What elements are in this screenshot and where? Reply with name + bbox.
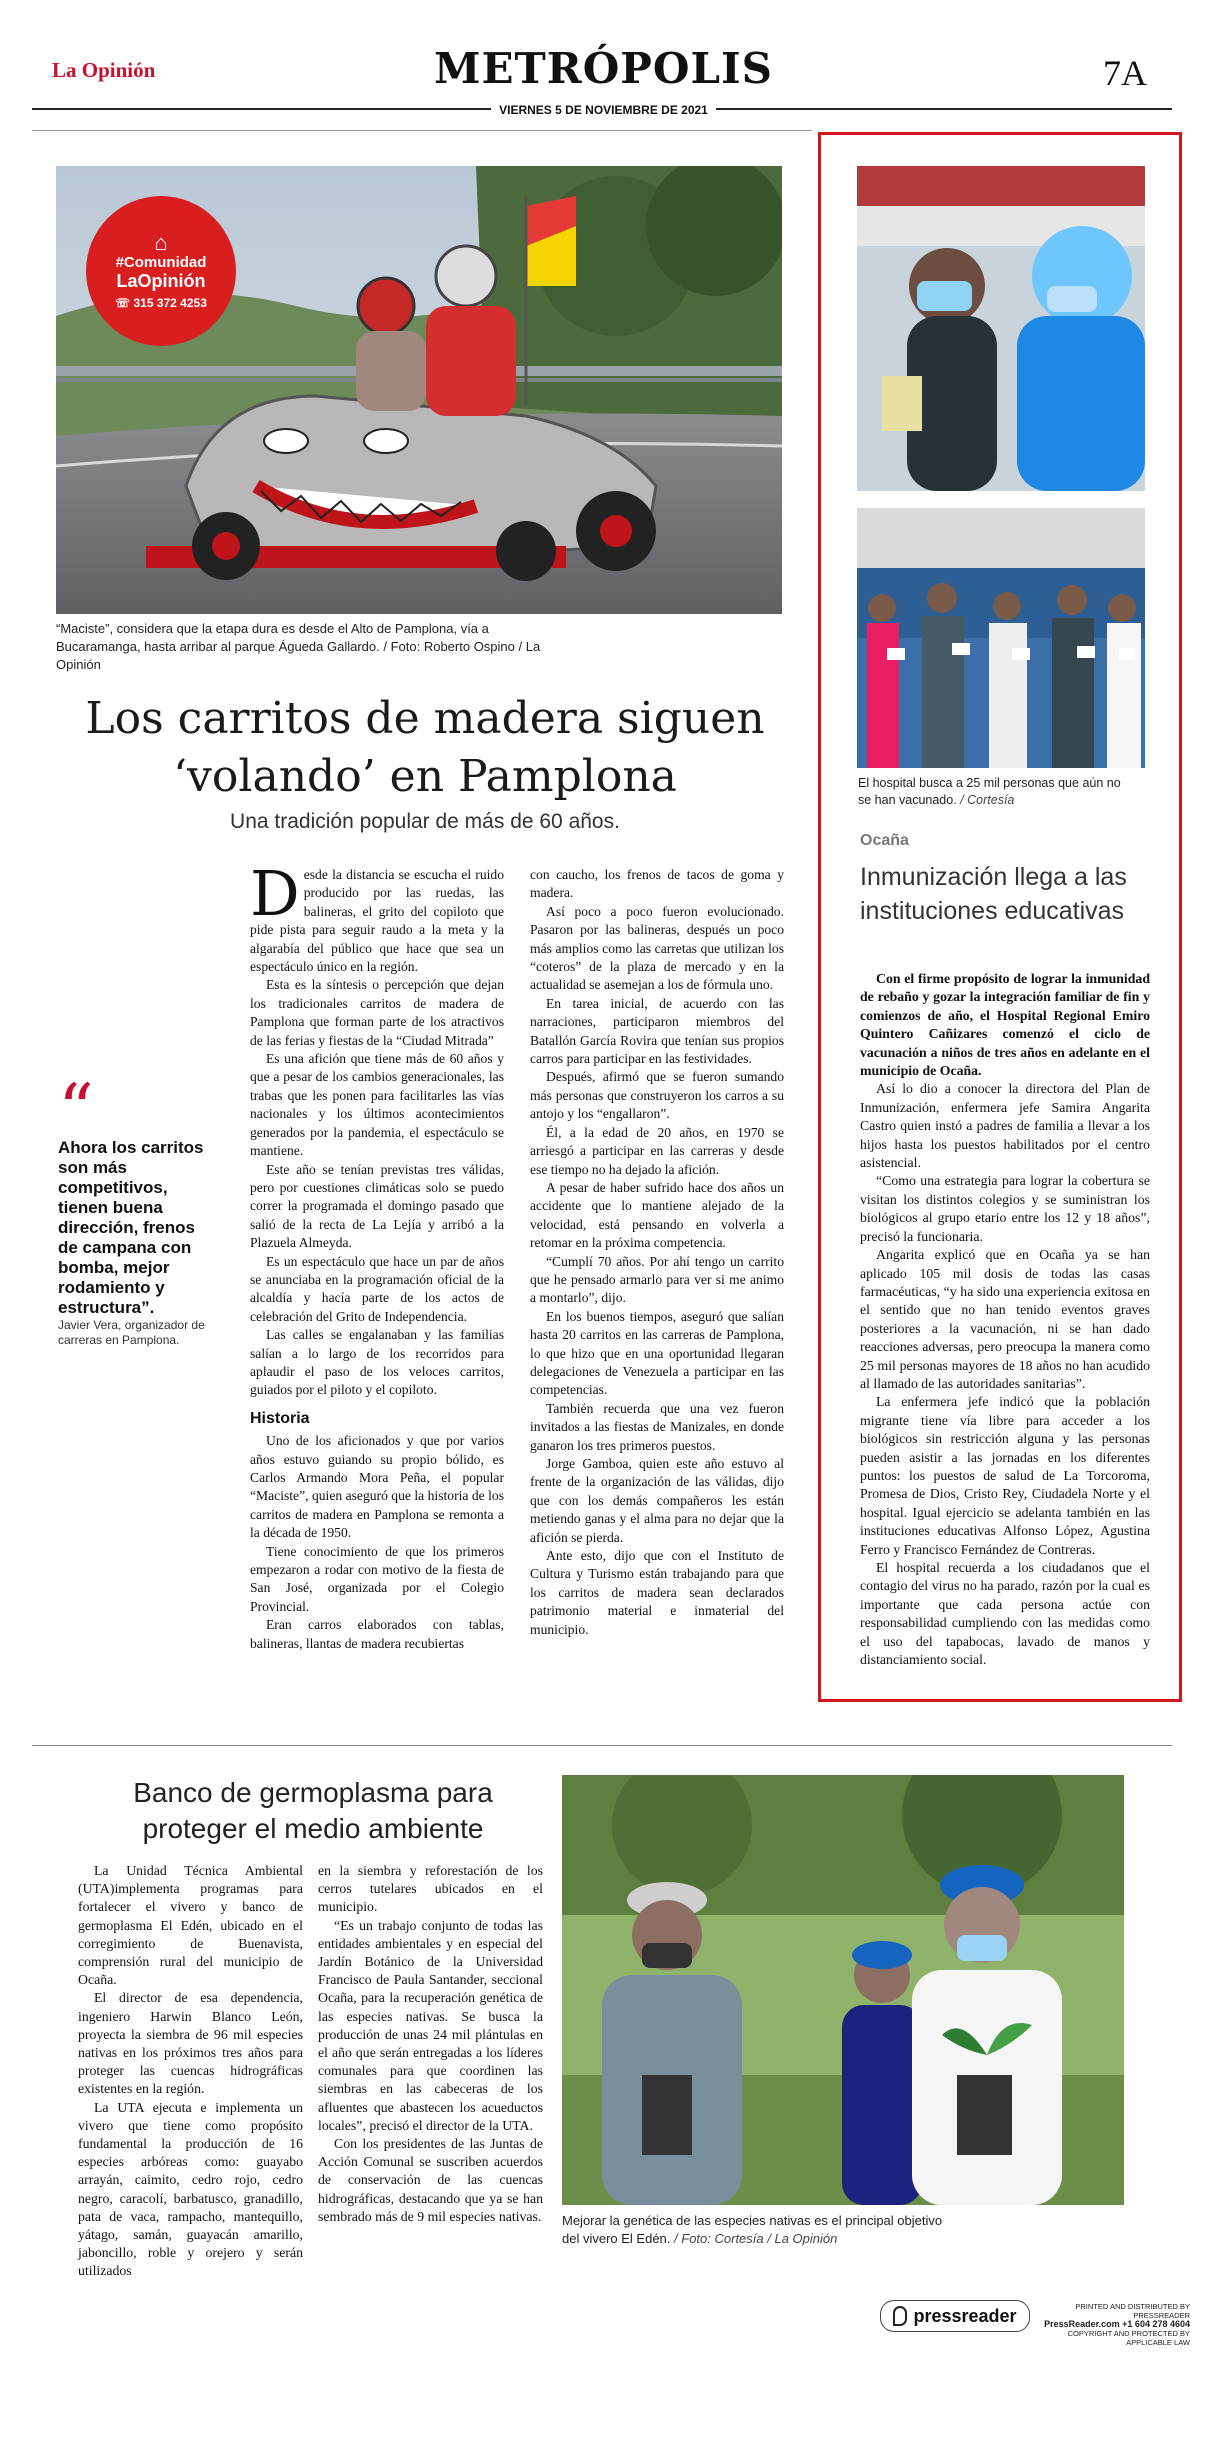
paragraph: “Cumplí 70 años. Por ahí tengo un carrito que he pensado armarlo para ver si me animo a montarlo”, dijo. <box>530 1253 784 1306</box>
paragraph: Así lo dio a conocer la directora del Plan de Inmunización, enfermera jefe Samira Angarita Castro quien instó a padres de familia a llevar a los hijos hasta los puestos habilitados por el centro asistencial. <box>860 1081 1150 1171</box>
paragraph: Es una afición que tiene más de 60 años y que a pesar de los cambios generacionales, las trabas que les ponen para facilitarles las vías nacionales y los últimos acontecimientos generados por la pandemia, el espectáculo se mantiene. <box>250 1051 504 1159</box>
bottom-article-column-1 <box>78 1862 303 2281</box>
paragraph: Eran carros elaborados con tablas, balineras, llantas de madera recubiertas <box>250 1617 504 1651</box>
footer-line3: COPYRIGHT AND PROTECTED BY APPLICABLE LAW <box>1067 2329 1190 2347</box>
paragraph: en la siembra y reforestación de los cerros tutelares ubicados en el municipio. <box>318 1863 543 1915</box>
paragraph: En los buenos tiempos, aseguró que salían hasta 20 carritos en las carreras de Pamplona, lo que hizo que en una oportunidad llegaran delegaciones de Venezuela a participar en las competencias. <box>530 1308 784 1398</box>
main-deck: Una tradición popular de más de 60 años. <box>230 810 620 833</box>
badge-line1: #Comunidad <box>115 254 207 271</box>
paragraph: También recuerda que una vez fueron invitados a las fiestas de Manizales, en donde ganaron los tres primeros puestos. <box>530 1400 784 1453</box>
vaccination-photo-1 <box>857 166 1145 491</box>
nursery-photo-caption <box>562 2212 962 2248</box>
sidebar-kicker: Ocaña <box>860 832 909 849</box>
main-article-column-2 <box>530 866 784 1639</box>
paragraph: “Es un trabajo conjunto de todas las entidades ambientales y en especial del Jardín Botánico de la Universidad Francisco de Paula Santander, seccional Ocaña, para la recuperación genética de las especies nativas. Se busca la producción de unas 24 mil plántulas en el año que serán entregadas a los líderes comunales para que coordinen las siembras en las cabeceras de los afluentes que abastecen los acueductos locales”, precisó el director de la UTA. <box>318 1917 543 2133</box>
bottom-section-rule <box>32 1745 1172 1746</box>
house-icon: ⌂ <box>154 230 168 255</box>
quote-mark-icon: “ <box>58 1069 94 1151</box>
pressreader-notice <box>1030 2302 1190 2347</box>
community-badge <box>86 196 236 346</box>
paragraph: Tiene conocimiento de que los primeros empezaron a rodar con motivo de la fiesta de San José, organizada por el Colegio Provincial. <box>250 1543 504 1614</box>
badge-phone <box>115 296 207 310</box>
vaccination-photo-2 <box>857 508 1145 768</box>
bottom-article-column-2 <box>318 1862 543 2226</box>
pressreader-logo-text: pressreader <box>913 2305 1017 2326</box>
dropcap: D <box>250 857 300 930</box>
subhead-historia: Historia <box>250 1409 310 1427</box>
paragraph: Ante esto, dijo que con el Instituto de Cultura y Turismo están trabajando para que los carritos de madera sean declarados patrimonio material e inmaterial del municipio. <box>530 1548 784 1637</box>
nursery-photo <box>562 1775 1124 2205</box>
paragraph: Con el firme propósito de lograr la inmunidad de rebaño y gozar la integración familiar de fin y comienzos de año, el Hospital Regional Emiro Quintero Cañizares comenzó el ciclo de vacunación a niños de tres años en adelante en el municipio de Ocaña. <box>860 971 1150 1079</box>
footer-line2: PressReader.com +1 604 278 4604 <box>1044 2319 1190 2329</box>
paragraph: Este año se tenían previstas tres válidas, pero por cuestiones climáticas solo se puedo correr la programada el domingo pasado que salió de la recta de La Lejía y arribó a la Plazuela Almeyda. <box>250 1161 504 1251</box>
paragraph: Él, a la edad de 20 años, en 1970 se arriesgó a participar en las carreras y desde ese tiempo no ha dejado la afición. <box>530 1124 784 1177</box>
pull-quote-author: Javier Vera, organizador de carreras en Pamplona. <box>58 1318 205 1347</box>
paragraph: con caucho, los frenos de tacos de goma y madera. <box>530 867 784 901</box>
paragraph: La enfermera jefe indicó que la población migrante tiene vía libre para acceder a los biológicos sin restricción alguna y las personas pueden asistir a las jornadas en los diferentes puntos: los puestos de salud de La Torcoroma, Promesa de Dios, Cristo Rey, Ciudadela Norte y el hospital. Igual ejercicio se adelanta también en las instituciones educativas Alfonso López, Agustina Ferro y Francisco Fernández de Contreras. <box>860 1394 1150 1557</box>
section-rule <box>32 130 812 131</box>
issue-date <box>0 101 1207 119</box>
paragraph: Esta es la síntesis o percepción que dejan los tradicionales carritos de madera de Pamplona que forman parte de los atractivos de las ferias y fiestas de la “Ciudad Mitrada” <box>250 977 504 1048</box>
pressreader-icon <box>893 2306 907 2326</box>
sidebar-caption-credit: / Cortesía <box>960 793 1015 807</box>
section-title: METRÓPOLIS <box>434 44 773 93</box>
paragraph: Así poco a poco fueron evolucionado. Pasaron por las balineras, después un poco más amplios como las carretas que utilizan los “coteros” de la plaza de mercado y en la actualidad se asemejan a los de fórmula uno. <box>530 903 784 993</box>
nursery-caption-text: Mejorar la genética de las especies nativas es el principal objetivo del vivero El Edén. <box>562 2213 943 2246</box>
badge-line2: LaOpinión <box>116 271 206 291</box>
paragraph: Las calles se engalanaban y las familias salían a lo largo de los recorridos para aplaudir el paso de los veloces carritos, guiados por el piloto y el copiloto. <box>250 1327 504 1398</box>
sidebar-body <box>860 970 1150 1669</box>
paragraph: Angarita explicó que en Ocaña ya se han aplicado 105 mil dosis de todas las casas farmacéuticas, “y ha sido una experiencia exitosa en el sentido que no han tenido eventos graves posteriores a la vacunación, ni se han dado reacciones adversas, pero preocupa la manera como 25 mil personas mayores de 18 años no han acudido al llamado de las autoridades sanitarias”. <box>860 1247 1150 1391</box>
sidebar-photo-caption <box>858 775 1128 809</box>
nursery-caption-credit: / Foto: Cortesía / La Opinión <box>674 2231 838 2246</box>
paragraph: El director de esa dependencia, ingeniero Harwin Blanco León, proyecta la siembra de 96 mil especies nativas en los próximos tres años para proteger las cuencas hidrográficas existentes en la región. <box>78 1990 303 2097</box>
plant-nursery-illustration <box>562 1775 1124 2205</box>
paragraph: En tarea inicial, de acuerdo con las narraciones, participaron miembros del Batallón García Rovira que tenían sus propios carros para participar en las festividades. <box>530 995 784 1067</box>
sidebar-caption-text: El hospital busca a 25 mil personas que aún no se han vacunado. <box>858 776 1121 807</box>
paragraph: Jorge Gamboa, quien este año estuvo al frente de la organización de las válidas, dijo que con los demás compañeros les están metiendo ganas y el alma para no dejar que la afición se pierda. <box>530 1456 784 1545</box>
paragraph: Después, afirmó que se fueron sumando más personas que construyeron los carros a su antojo y los “engallaron”. <box>530 1069 784 1122</box>
paragraph: El hospital recuerda a los ciudadanos que el contagio del virus no ha parado, razón por la cual es importante que cada persona actúe con responsabilidad cumpliendo con las medidas como el uso del tapabocas, lavado de manos y distanciamiento social. <box>860 1560 1150 1668</box>
paragraph: La UTA ejecuta e implementa un vivero que tiene como propósito fundamental la producción de 16 especies arbóreas como: guayabo arrayán, caimito, cedro rojo, cedro negro, caracolí, barbatusco, granadillo, pata de vaca, rampacho, mantequillo, yátago, samán, guayacán amarillo, jaboncillo, roble y orejero y serán utilizados <box>78 2099 303 2279</box>
bottom-headline: Banco de germoplasma para proteger el medio ambiente <box>133 1777 493 1844</box>
main-headline: Los carritos de madera siguen ‘volando’ en Pamplona <box>85 693 765 802</box>
paragraph: Uno de los aficionados y que por varios años estuvo guiando su propio bólido, es Carlos Armando Mora Peña, el popular “Maciste”, quien aseguró que la historia de los carritos de madera en Pamplona se remonta a la década de 1950. <box>250 1433 504 1541</box>
sidebar-headline: Inmunización llega a las instituciones educativas <box>860 863 1127 925</box>
whatsapp-icon: ☏ <box>115 296 131 310</box>
paragraph-text: esde la distancia se escucha el ruido producido por las ruedas, las balineras, el grito del copiloto que pide pista para seguir raudo a la meta y la algarabía del público que hace que sea un espectáculo único en la región. <box>250 867 504 975</box>
brand-logo: La Opinión <box>52 58 156 82</box>
footer-line1: PRINTED AND DISTRIBUTED BY PRESSREADER <box>1075 2302 1190 2320</box>
issue-date-text: VIERNES 5 DE NOVIEMBRE DE 2021 <box>491 103 716 117</box>
pull-quote-text: Ahora los carritos son más competitivos, tienen buena dirección, frenos de campana con bomba, mejor rodamiento y estructura”. <box>58 1138 204 1317</box>
main-photo <box>56 166 782 614</box>
paragraph: “Como una estrategia para lograr la cobertura se visitan los distintos colegios y se suministran los biológicos al grupo etario entre los 12 y 18 años”, precisó la funcionaria. <box>860 1173 1150 1244</box>
paragraph: A pesar de haber sufrido hace dos años un accidente que lo mantiene alejado de la velocidad, está pensando en volverla a retomar en la próxima competencia. <box>530 1179 784 1251</box>
paragraph <box>250 857 504 976</box>
badge-phone-text: 315 372 4253 <box>133 296 207 310</box>
page-number: 7A <box>1103 53 1147 93</box>
vaccination-scene-illustration <box>857 166 1145 491</box>
paragraph: Es un espectáculo que hace un par de años se anunciaba en la programación oficial de la alcaldía y hacía parte de los actos de celebración del Grito de Independencia. <box>250 1253 504 1324</box>
paragraph: La Unidad Técnica Ambiental (UTA)implementa programas para fortalecer el vivero y banco de germoplasma El Edén, ubicado en el corregimiento de Buenavista, comprensión rural del municipio de Ocaña. <box>78 1863 303 1988</box>
main-photo-caption: “Maciste”, considera que la etapa dura es desde el Alto de Pamplona, vía a Bucaramanga, hasta arribar al parque Águeda Gallardo. / Foto: Roberto Ospino / La Opinión <box>56 621 541 672</box>
vaccinated-group-illustration <box>857 508 1145 768</box>
pressreader-logo <box>880 2300 1030 2332</box>
paragraph: Con los presidentes de las Juntas de Acción Comunal se suscriben acuerdos de conservación de las cuencas hidrográficas, destacando que ya se han sembrado más de 9 mil especies nativas. <box>318 2136 543 2224</box>
main-article-column-1 <box>250 857 504 1653</box>
